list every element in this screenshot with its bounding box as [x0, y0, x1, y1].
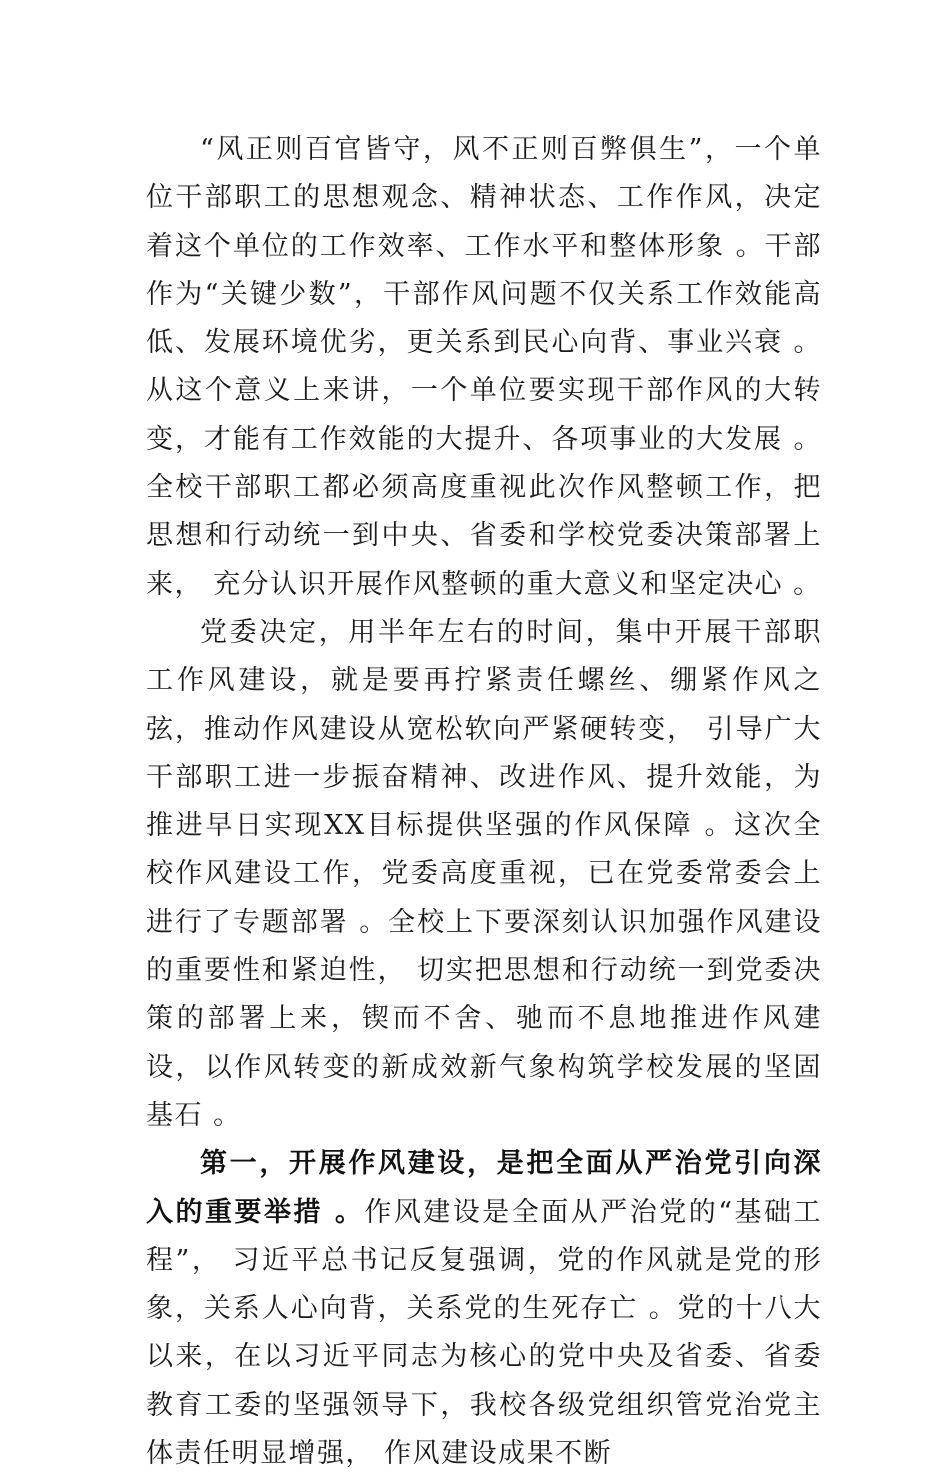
paragraph-3-text: 作风建设是全面从严治党的“基础工程”， 习近平总书记反复强调，党的作风就是党的形象，关系人心向背，关系党的生死存亡 。党的十八大以来，在以习近平同志为核心的党中央及省委、省委教育工委的坚强领导下，我校各级党组织管党治党主体责任明显增强， 作风建设成果不断	[146, 1196, 822, 1470]
paragraph-1	[146, 126, 822, 609]
document-body	[146, 126, 822, 1478]
paragraph-3-lead: 第一，开展作风建设，是把全面从严治党引向深入的重要举措 。	[146, 1148, 822, 1228]
paragraph-2-text: 党委决定，用半年左右的时间，集中开展干部职工作风建设，就是要再拧紧责任螺丝、绷紧作风之弦，推动作风建设从宽松软向严紧硬转变， 引导广大干部职工进一步振奋精神、改进作风、提升效能，为推进早日实现XX目标提供坚强的作风保障 。这次全校作风建设工作，党委高度重视，已在党委常委会上进行了专题部署 。全校上下要深刻认识加强作风建设的重要性和紧迫性， 切实把思想和行动统一到党委决策的部署上来，锲而不舍、驰而不息地推进作风建设，以作风转变的新成效新气象构筑学校发展的坚固基石 。	[146, 616, 822, 1131]
paragraph-3	[146, 1140, 822, 1478]
paragraph-2	[146, 609, 822, 1140]
paragraph-1-text: “风正则百官皆守，风不正则百弊俱生”，一个单位干部职工的思想观念、精神状态、工作作风，决定着这个单位的工作效率、工作水平和整体形象 。干部作为“关键少数”，干部作风问题不仅关系工作效能高低、发展环境优劣，更关系到民心向背、事业兴衰 。从这个意义上来讲，一个单位要实现干部作风的大转变，才能有工作效能的大提升、各项事业的大发展 。全校干部职工都必须高度重视此次作风整顿工作，把思想和行动统一到中央、省委和学校党委决策部署上来， 充分认识开展作风整顿的重大意义和坚定决心 。	[146, 134, 822, 600]
